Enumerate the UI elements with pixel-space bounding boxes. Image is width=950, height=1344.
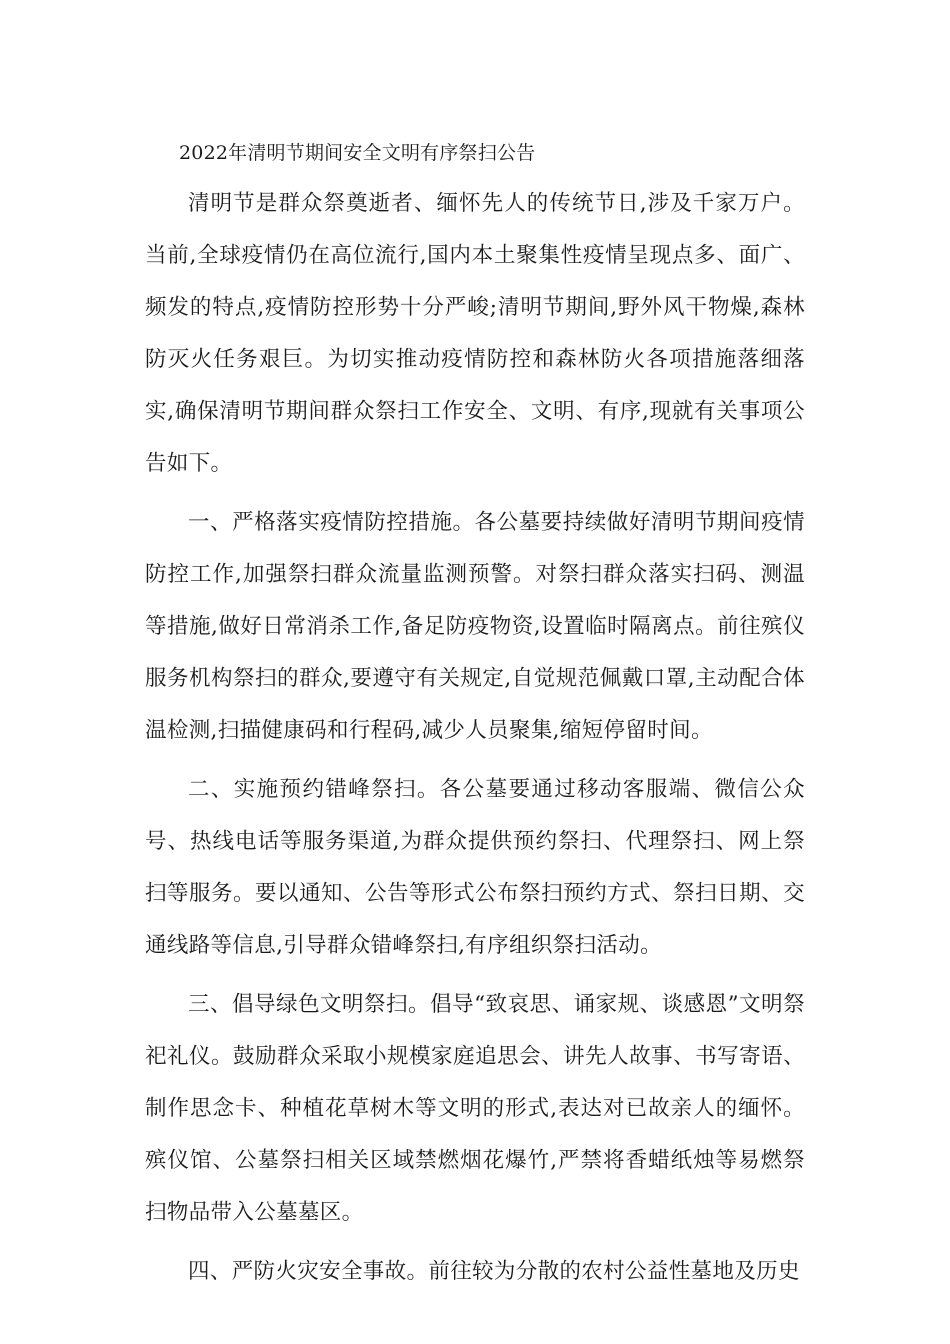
paragraph-intro: 清明节是群众祭奠逝者、缅怀先人的传统节日,涉及千家万户。当前,全球疫情仍在高位流行,国内本土聚集性疫情呈现点多、面广、频发的特点,疫情防控形势十分严峻;清明节期间,野外风干物燥,森林防灭火任务艰巨。为切实推动疫情防控和森林防火各项措施落细落实,确保清明节期间群众祭扫工作安全、文明、有序,现就有关事项公告如下。	[145, 191, 805, 476]
paragraph-item-3: 三、倡导绿色文明祭扫。倡导“致哀思、诵家规、谈感恩”文明祭祀礼仪。鼓励群众采取小规模家庭追思会、讲先人故事、书写寄语、制作思念卡、种植花草树木等文明的形式,表达对已故亲人的缅怀。殡仪馆、公墓祭扫相关区域禁燃烟花爆竹,严禁将香蜡纸烛等易燃祭扫物品带入公墓墓区。	[145, 992, 805, 1225]
paragraph-item-2: 二、实施预约错峰祭扫。各公墓要通过移动客服端、微信公众号、热线电话等服务渠道,为群众提供预约祭扫、代理祭扫、网上祭扫等服务。要以通知、公告等形式公布祭扫预约方式、祭扫日期、交通线路等信息,引导群众错峰祭扫,有序组织祭扫活动。	[145, 777, 805, 958]
paragraph-item-1: 一、严格落实疫情防控措施。各公墓要持续做好清明节期间疫情防控工作,加强祭扫群众流量监测预警。对祭扫群众落实扫码、测温等措施,做好日常消杀工作,备足防疫物资,设置临时隔离点。前往殡仪服务机构祭扫的群众,要遵守有关规定,自觉规范佩戴口罩,主动配合体温检测,扫描健康码和行程码,减少人员聚集,缩短停留时间。	[145, 510, 805, 743]
paragraph-item-4: 四、严防火灾安全事故。前往较为分散的农村公益性墓地及历史	[188, 1259, 800, 1284]
document-title: 2022年清明节期间安全文明有序祭扫公告	[179, 142, 536, 164]
document-body	[145, 132, 805, 1305]
